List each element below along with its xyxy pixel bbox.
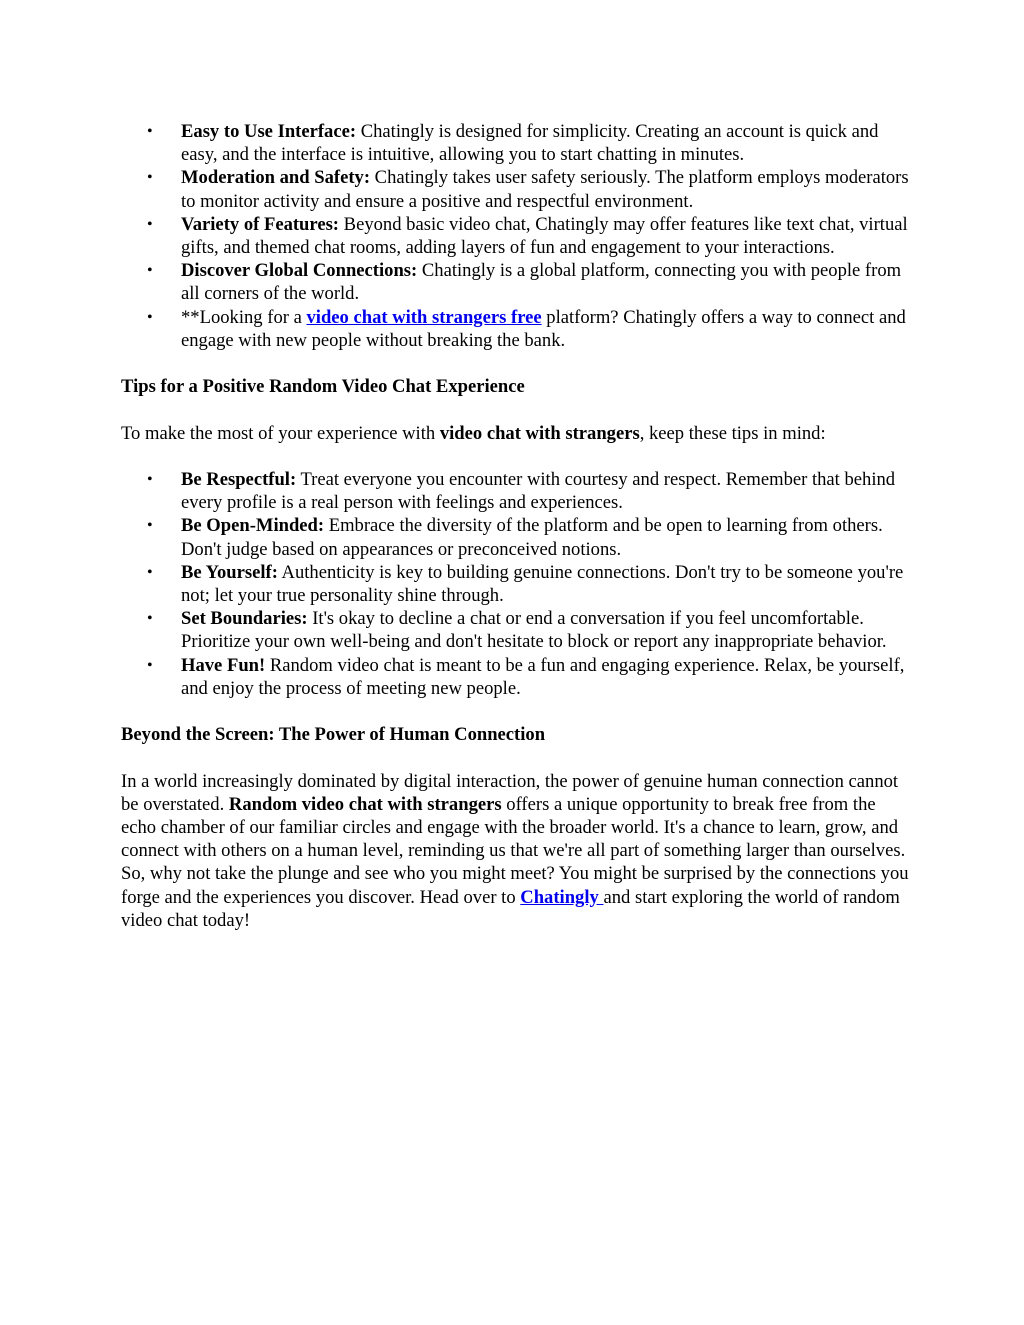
document-page: [121, 120, 911, 932]
spacer: [121, 700, 911, 723]
item-text: Chatingly is a global platform, connecting you with people from all corners of the world.: [181, 260, 902, 305]
item-text: Treat everyone you encounter with courtesy and respect. Remember that behind every profile is a real person with feelings and experiences.: [181, 469, 896, 514]
list-item: [121, 654, 911, 700]
bullet-icon: •: [147, 262, 153, 280]
item-text: Chatingly takes user safety seriously. The platform employs moderators to monitor activity and ensure a positive and respectful environment.: [181, 167, 909, 212]
item-term: Easy to Use Interface:: [181, 121, 357, 142]
item-text: Beyond basic video chat, Chatingly may offer features like text chat, virtual gifts, and themed chat rooms, adding layers of fun and engagement to your interactions.: [181, 213, 908, 259]
intro-bold: video chat with strangers: [439, 422, 640, 444]
list-item: [121, 514, 911, 560]
tips-list: [121, 468, 911, 700]
list-item: [121, 166, 911, 212]
item-term: Variety of Features:: [181, 213, 340, 235]
paragraph-bold: Random video chat with strangers: [228, 793, 502, 815]
bullet-icon: •: [147, 169, 153, 187]
spacer: [121, 445, 911, 468]
bullet-icon: •: [147, 215, 153, 233]
paragraph-text: and start exploring the world of random video chat today!: [121, 886, 900, 931]
item-text: **Looking for a: [181, 306, 307, 328]
item-term: Have Fun!: [181, 654, 266, 676]
item-term: Be Yourself:: [181, 561, 278, 583]
bullet-icon: •: [147, 610, 153, 628]
item-text: platform? Chatingly offers a way to connect and engage with new people without breaking the bank.: [181, 306, 906, 351]
item-text: Chatingly is designed for simplicity. Creating an account is quick and easy, and the interface is intuitive, allowing you to start chatting in minutes.: [181, 121, 879, 166]
item-term: Be Respectful:: [181, 469, 297, 490]
paragraph-text: offers a unique opportunity to break free from the echo chamber of our familiar circles and engage with the broader world. It's a chance to learn, grow, and connect with others on a human level, reminding us that we're all part of something larger than ourselves. So, why not take the plunge and see who you might meet? You might be surprised by the connections you forge and the experiences you discover. Head over to: [121, 793, 909, 908]
item-text: Authenticity is key to building genuine connections. Don't try to be someone you're not; let your true personality shine through.: [181, 561, 904, 607]
bullet-icon: •: [147, 656, 153, 674]
list-item: [121, 259, 911, 305]
tips-heading: Tips for a Positive Random Video Chat Experience: [121, 376, 525, 398]
bullet-icon: •: [147, 123, 153, 140]
bullet-icon: •: [147, 471, 153, 488]
bullet-icon: •: [147, 517, 153, 535]
intro-text: , keep these tips in mind:: [639, 422, 826, 444]
list-item: [121, 213, 911, 259]
list-item: [121, 468, 911, 514]
item-text: Random video chat is meant to be a fun and engaging experience. Relax, be yourself, and enjoy the process of meeting new people.: [181, 654, 905, 699]
list-item: [121, 607, 911, 653]
item-text: Embrace the diversity of the platform and be open to learning from others. Don't judge based on appearances or preconceived notions.: [181, 515, 883, 560]
item-term: Discover Global Connections:: [181, 260, 418, 282]
bullet-icon: •: [147, 563, 153, 581]
spacer: [121, 352, 911, 375]
list-item: [121, 306, 911, 352]
item-term: Moderation and Safety:: [181, 167, 371, 189]
paragraph-text: In a world increasingly dominated by digital interaction, the power of genuine human connection cannot be overstated.: [121, 770, 899, 815]
beyond-paragraph: [121, 770, 911, 932]
bullet-icon: •: [147, 308, 153, 326]
item-term: Set Boundaries:: [181, 608, 308, 630]
tips-intro: [121, 422, 911, 445]
list-item: [121, 561, 911, 607]
video-chat-strangers-free-link[interactable]: video chat with strangers free: [306, 306, 542, 328]
list-item: [121, 120, 911, 166]
beyond-heading: Beyond the Screen: The Power of Human Connection: [121, 724, 546, 746]
feature-list: [121, 120, 911, 352]
intro-text: To make the most of your experience with: [121, 422, 440, 444]
spacer: [121, 398, 911, 421]
item-term: Be Open-Minded:: [181, 515, 325, 537]
chatingly-link[interactable]: Chatingly: [520, 886, 604, 908]
spacer: [121, 746, 911, 769]
item-text: It's okay to decline a chat or end a conversation if you feel uncomfortable. Prioritize your own well-being and don't hesitate to block or report any inappropriate behavior.: [181, 608, 887, 653]
